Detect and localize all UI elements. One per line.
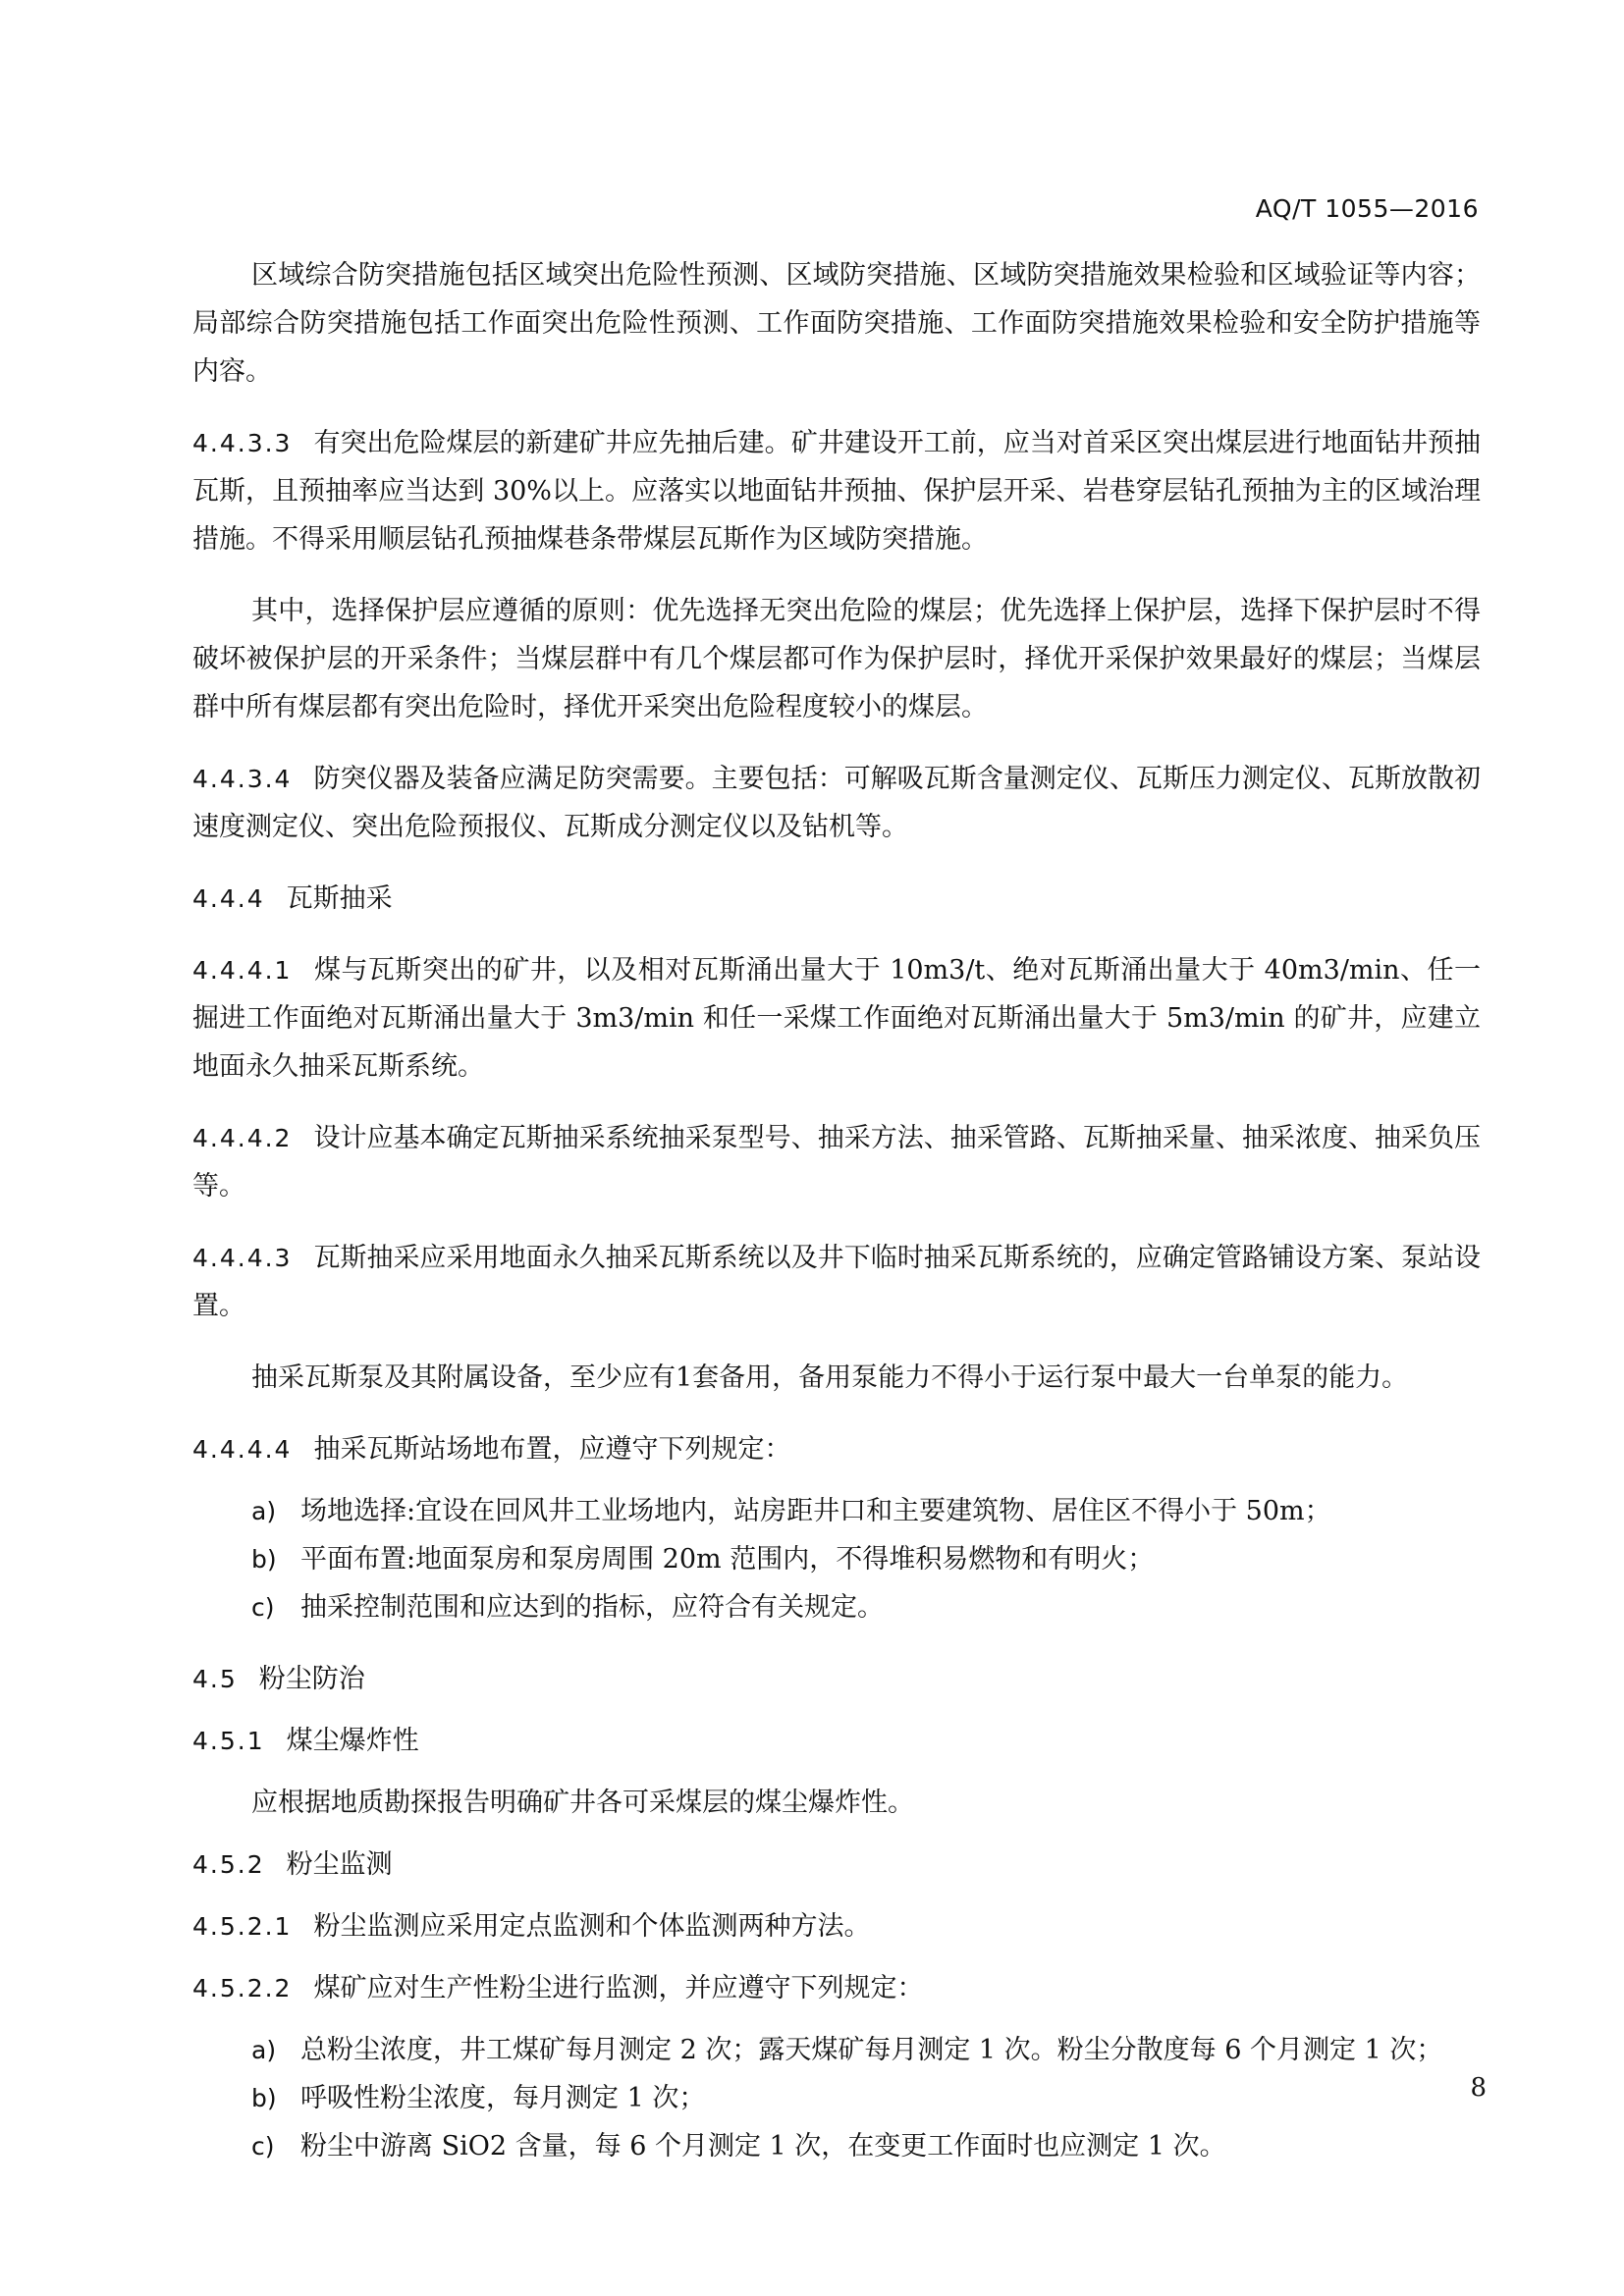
list-item-text: 呼吸性粉尘浓度，每月测定 1 次； — [300, 2083, 706, 2113]
clause-4-4-4-3 — [192, 1234, 1481, 1330]
clause-4-4-3-4 — [192, 755, 1481, 851]
clause-4-4-4-1 — [192, 946, 1481, 1091]
section-title: 煤尘爆炸性 — [286, 1726, 419, 1756]
list-item — [192, 1535, 1481, 1583]
section-title: 瓦斯抽采 — [286, 883, 393, 914]
paragraph: 抽采瓦斯泵及其附属设备，至少应有1套备用，备用泵能力不得小于运行泵中最大一台单泵的能力。 — [251, 1362, 1409, 1393]
list-item-text: 总粉尘浓度，井工煤矿每月测定 2 次；露天煤矿每月测定 1 次。粉尘分散度每 6 个月测定 1 次； — [300, 2035, 1443, 2065]
clause-number: 4.4.4.4 — [192, 1435, 293, 1464]
clause-4-4-4-2 — [192, 1114, 1481, 1210]
clause-4-4-4-4 — [192, 1425, 1481, 1473]
list-marker: a) — [251, 2036, 277, 2064]
clause-number: 4.4.3.3 — [192, 429, 293, 457]
list-marker: b) — [251, 2084, 277, 2112]
list-dust-monitoring — [192, 2026, 1481, 2170]
section-heading-4-5-2 — [192, 1841, 1481, 1889]
list-item — [192, 1583, 1481, 1631]
list-item-text: 粉尘中游离 SiO2 含量，每 6 个月测定 1 次，在变更工作面时也应测定 1 次。 — [300, 2131, 1226, 2162]
clause-text: 防突仪器及装备应满足防突需要。主要包括：可解吸瓦斯含量测定仪、瓦斯压力测定仪、瓦斯放散初速度测定仪、突出危险预报仪、瓦斯成分测定仪以及钻机等。 — [192, 764, 1481, 842]
list-item-text: 抽采控制范围和应达到的指标，应符合有关规定。 — [300, 1592, 884, 1623]
paragraph: 其中，选择保护层应遵循的原则：优先选择无突出危险的煤层；优先选择上保护层，选择下保护层时不得破坏被保护层的开采条件；当煤层群中有几个煤层都可作为保护层时，择优开采保护效果最好的煤层；当煤层群中所有煤层都有突出危险时，择优开采突出危险程度较小的煤层。 — [192, 596, 1481, 722]
clause-text: 粉尘监测应采用定点监测和个体监测两种方法。 — [313, 1911, 871, 1942]
page-body — [192, 251, 1481, 2170]
section-number: 4.5 — [192, 1665, 238, 1693]
list-site-layout — [192, 1487, 1481, 1631]
section-heading-4-5-1 — [192, 1717, 1481, 1765]
list-item — [192, 2074, 1481, 2122]
clause-text: 抽采瓦斯站场地布置，应遵守下列规定： — [313, 1434, 791, 1465]
list-marker: b) — [251, 1545, 277, 1574]
list-item — [192, 1487, 1481, 1535]
list-item — [192, 2122, 1481, 2170]
clause-text: 煤矿应对生产性粉尘进行监测，并应遵守下列规定： — [313, 1973, 924, 2003]
list-marker: a) — [251, 1497, 277, 1525]
clause-text: 有突出危险煤层的新建矿井应先抽后建。矿井建设开工前，应当对首采区突出煤层进行地面钻井预抽瓦斯，且预抽率应当达到 30%以上。应落实以地面钻井预抽、保护层开采、岩巷穿层钻孔预抽为主的区域治理措施。不得采用顺层钻孔预抽煤巷条带煤层瓦斯作为区域防突措施。 — [192, 428, 1481, 555]
clause-number: 4.4.4.1 — [192, 956, 293, 985]
clause-4-4-3-3 — [192, 419, 1481, 563]
clause-number: 4.5.2.1 — [192, 1912, 293, 1941]
clause-number: 4.4.4.3 — [192, 1244, 293, 1272]
clause-4-5-2-1 — [192, 1902, 1481, 1950]
clause-text: 瓦斯抽采应采用地面永久抽采瓦斯系统以及井下临时抽采瓦斯系统的，应确定管路铺设方案、泵站设置。 — [192, 1243, 1481, 1321]
clause-text: 设计应基本确定瓦斯抽采系统抽采泵型号、抽采方法、抽采管路、瓦斯抽采量、抽采浓度、抽采负压等。 — [192, 1123, 1481, 1201]
clause-number: 4.5.2.2 — [192, 1974, 293, 2002]
section-title: 粉尘防治 — [258, 1664, 365, 1694]
paragraph: 应根据地质勘探报告明确矿井各可采煤层的煤尘爆炸性。 — [251, 1788, 914, 1818]
section-number: 4.4.4 — [192, 884, 265, 913]
clause-4-5-2-2 — [192, 1964, 1481, 2012]
section-title: 粉尘监测 — [286, 1849, 393, 1880]
section-heading-4-5 — [192, 1655, 1481, 1703]
list-marker: c) — [251, 1593, 275, 1622]
clause-text: 煤与瓦斯突出的矿井，以及相对瓦斯涌出量大于 10m3/t、绝对瓦斯涌出量大于 40m3/min、任一掘进工作面绝对瓦斯涌出量大于 3m3/min 和任一采煤工作面绝对瓦斯涌出量大于 5m3/min 的矿井，应建立地面永久抽采瓦斯系统。 — [192, 955, 1481, 1082]
clause-number: 4.4.3.4 — [192, 765, 293, 793]
list-item-text: 场地选择:宜设在回风井工业场地内，站房距井口和主要建筑物、居住区不得小于 50m； — [300, 1496, 1331, 1526]
list-item-text: 平面布置:地面泵房和泵房周围 20m 范围内，不得堆积易燃物和有明火； — [300, 1544, 1155, 1575]
standard-code-header: AQ/T 1055—2016 — [1255, 194, 1479, 223]
section-number: 4.5.2 — [192, 1850, 265, 1879]
list-item — [192, 2026, 1481, 2074]
section-number: 4.5.1 — [192, 1727, 265, 1755]
paragraph: 区域综合防突措施包括区域突出危险性预测、区域防突措施、区域防突措施效果检验和区域验证等内容；局部综合防突措施包括工作面突出危险性预测、工作面防突措施、工作面防突措施效果检验和安全防护措施等内容。 — [192, 260, 1481, 387]
clause-number: 4.4.4.2 — [192, 1124, 293, 1152]
section-heading-4-4-4 — [192, 875, 1481, 923]
list-marker: c) — [251, 2132, 275, 2161]
page-number: 8 — [1470, 2073, 1487, 2103]
